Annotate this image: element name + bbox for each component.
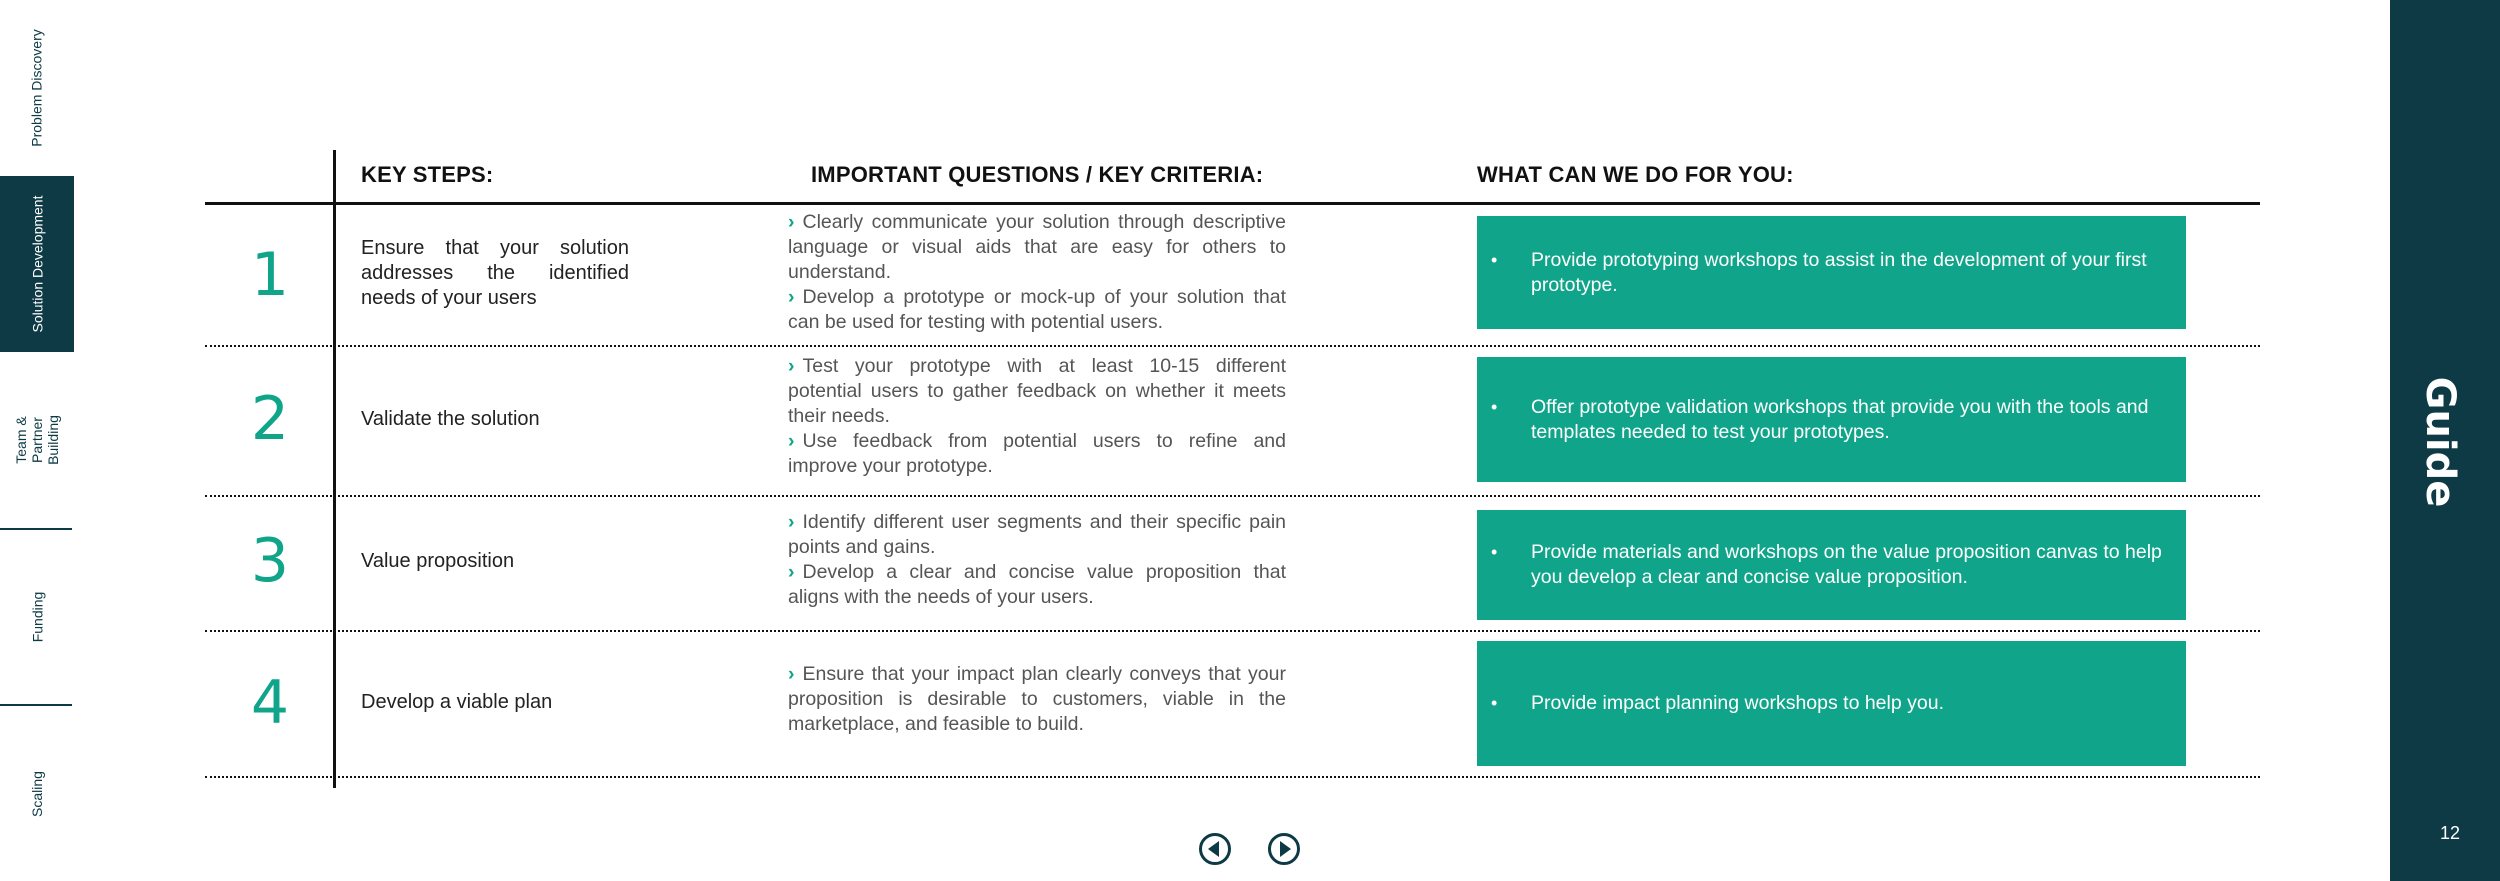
chevron-right-icon: › bbox=[788, 286, 795, 308]
criteria-item: › Develop a prototype or mock-up of your solution that can be used for testing with potential users. bbox=[788, 286, 1286, 333]
service-text: Offer prototype validation workshops that provide you with the tools and templates needed to test your prototypes. bbox=[1531, 395, 2149, 443]
header-key-steps: KEY STEPS: bbox=[361, 162, 494, 187]
criteria-item: › Clearly communicate your solution through descriptive language or visual aids that are easy for others to understand. bbox=[788, 211, 1286, 283]
service-box bbox=[1477, 510, 2186, 620]
nav-item-label: Scaling bbox=[28, 770, 45, 817]
table-header-rule bbox=[205, 202, 2260, 205]
chevron-right-icon: › bbox=[788, 561, 795, 583]
service-box bbox=[1477, 641, 2186, 766]
step-text: Develop a viable plan bbox=[361, 691, 553, 713]
bullet-icon: • bbox=[1491, 693, 1498, 713]
table-vertical-divider bbox=[333, 150, 336, 788]
header-key-criteria: IMPORTANT QUESTIONS / KEY CRITERIA: bbox=[811, 162, 1264, 187]
page-number: 12 bbox=[2440, 823, 2461, 843]
table-row-divider bbox=[205, 776, 2260, 778]
chevron-right-icon: › bbox=[788, 430, 795, 452]
chevron-right-icon: › bbox=[788, 211, 795, 233]
nav-item-label: Team & Partner Building bbox=[13, 415, 61, 465]
circle-arrow-right-icon bbox=[1280, 841, 1291, 857]
table-row-divider bbox=[205, 630, 2260, 632]
service-text: Provide prototyping workshops to assist in the development of your first prototype. bbox=[1531, 248, 2147, 296]
step-text: Validate the solution bbox=[361, 408, 540, 430]
step-number: 2 bbox=[250, 384, 290, 454]
criteria-list bbox=[788, 354, 1286, 479]
table-row-divider bbox=[205, 345, 2260, 347]
service-text: Provide impact planning workshops to help you. bbox=[1531, 692, 1944, 714]
table-row-divider bbox=[205, 495, 2260, 497]
step-number: 4 bbox=[250, 668, 290, 738]
section-nav bbox=[0, 0, 74, 881]
criteria-list bbox=[788, 510, 1286, 610]
nav-item-label: Funding bbox=[29, 591, 45, 643]
criteria-item: › Ensure that your impact plan clearly conveys that your proposition is desirable to customers, viable in the marketplace, and feasible to build. bbox=[788, 663, 1286, 735]
chevron-right-icon: › bbox=[788, 663, 795, 685]
criteria-list bbox=[788, 662, 1286, 737]
service-box bbox=[1477, 216, 2186, 329]
step-text: Ensure that your solution addresses the identified needs of your users bbox=[361, 237, 629, 309]
chevron-right-icon: › bbox=[788, 355, 795, 377]
chevron-right-icon: › bbox=[788, 511, 795, 533]
nav-item-problem-discovery[interactable] bbox=[0, 0, 74, 176]
bullet-icon: • bbox=[1491, 542, 1498, 562]
step-text: Value proposition bbox=[361, 550, 515, 572]
nav-item-label: Problem Discovery bbox=[29, 29, 46, 147]
criteria-item: › Identify different user segments and their specific pain points and gains. bbox=[788, 511, 1286, 558]
nav-item-solution-development[interactable] bbox=[0, 176, 74, 352]
bullet-icon: • bbox=[1491, 396, 1498, 417]
header-services: WHAT CAN WE DO FOR YOU: bbox=[1477, 162, 1794, 187]
nav-item-team-partner-building[interactable] bbox=[0, 352, 74, 528]
service-box bbox=[1477, 357, 2186, 482]
nav-item-scaling[interactable] bbox=[0, 706, 74, 881]
nav-item-label: Solution Development bbox=[29, 195, 46, 333]
bullet-icon: • bbox=[1491, 249, 1498, 270]
criteria-list bbox=[788, 210, 1286, 335]
criteria-item: › Use feedback from potential users to refine and improve your prototype. bbox=[788, 430, 1286, 477]
circle-arrow-left-icon bbox=[1208, 841, 1219, 857]
prev-page-button[interactable] bbox=[1199, 833, 1231, 865]
step-number: 1 bbox=[250, 240, 290, 310]
step-number: 3 bbox=[250, 526, 290, 596]
guide-title: Guide bbox=[2417, 376, 2463, 508]
service-text: Provide materials and workshops on the value proposition canvas to help you develop a clear and concise value proposition. bbox=[1531, 541, 2162, 588]
next-page-button[interactable] bbox=[1268, 833, 1300, 865]
criteria-item: › Develop a clear and concise value proposition that aligns with the needs of your users. bbox=[788, 561, 1286, 608]
nav-item-funding[interactable] bbox=[0, 530, 74, 704]
criteria-item: › Test your prototype with at least 10-15 different potential users to gather feedback on whether it meets their needs. bbox=[788, 355, 1286, 427]
